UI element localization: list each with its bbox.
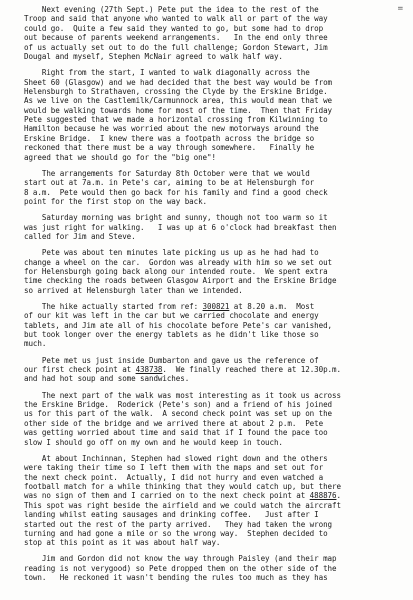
text-line: Pete suggested that we made a horizontal crossing from Kilwinning to xyxy=(24,115,328,125)
text-line: Pete was about ten minutes late picking us up as he had had to xyxy=(24,248,319,258)
text-line: so arrived at Helensburgh later than we intended. xyxy=(24,285,243,295)
text-line: reckoned that there must be a way through somewhere. Finally he xyxy=(24,143,315,153)
text-line: much. xyxy=(24,339,47,349)
paragraph xyxy=(24,302,406,349)
text-line: us for this part of the walk. A second check point was set up on the xyxy=(24,409,332,419)
text-line: Dougal and myself, Stephen McNair agreed to walk half way. xyxy=(24,51,283,61)
text-line: agreed that we should go for the "big one"! xyxy=(24,152,216,162)
text-line: was no sign of them and I carried on to the next check point at 488876. xyxy=(24,491,341,501)
text-line: was just right for walking. I was up at 6 o'clock had breakfast then xyxy=(24,222,337,232)
paragraph xyxy=(24,356,406,384)
text-line: and had hot soup and some sandwiches. xyxy=(24,374,190,384)
text-line: Saturday morning was bright and sunny, though not too warm so it xyxy=(24,213,328,223)
text-line: turning and had gone a mile or so the wrong way. Stephen decided to xyxy=(24,528,328,538)
text-line: Hamilton because he was worried about the new motorways around the xyxy=(24,124,319,134)
corner-mark: = xyxy=(397,4,403,14)
text-line: tablets, and Jim ate all of his chocolate before Pete's car vanished, xyxy=(24,320,332,330)
text-line: started out the rest of the party arrived. They had taken the wrong xyxy=(24,519,332,529)
text-line: Troop and said that anyone who wanted to walk all or part of the way xyxy=(24,14,328,24)
text-line: This spot was right beside the airfield and we could watch the aircraft xyxy=(24,500,341,510)
grid-reference: 438738 xyxy=(135,365,163,375)
text-line: At about Inchinnan, Stephen had slowed right down and the others xyxy=(24,453,328,463)
text-line: Sheet 60 (Glasgow) and we had decided that the best way would be from xyxy=(24,77,332,87)
grid-reference: 488876 xyxy=(309,491,337,501)
paragraph xyxy=(24,213,406,241)
text-line: town. He reckoned it wasn't bending the rules too much as they has xyxy=(24,573,328,583)
text-line: our first check point at 438738. We finally reached there at 12.30p.m. xyxy=(24,365,341,375)
text-line: of our kit was left in the car but we carried chocolate and energy xyxy=(24,311,319,321)
paragraph xyxy=(24,248,406,295)
text-line: stop at this point as it was about half way. xyxy=(24,538,221,548)
paragraph xyxy=(24,169,406,207)
text-line: Jim and Gordon did not know the way through Paisley (and their map xyxy=(24,554,337,564)
text-line: Helensburgh to Strathaven, crossing the Clyde by the Erskine Bridge. xyxy=(24,86,328,96)
text-line: landing whilst eating sausages and drinking coffee. Just after I xyxy=(24,510,319,520)
paragraph xyxy=(24,5,406,61)
paragraph xyxy=(24,554,406,582)
text-line: could go. Quite a few said they wanted to go, but some had to drop xyxy=(24,23,324,33)
text-line: were taking their time so I left them with the maps and set out for xyxy=(24,463,324,473)
text-line: time checking the roads between Glasgow Airport and the Erskine Bridge xyxy=(24,276,337,286)
text-line: change a wheel on the car. Gordon was already with him so we set out xyxy=(24,257,332,267)
text-line: the next check point. Actually, I did not hurry and even watched a xyxy=(24,472,324,482)
text-line: The arrangements for Saturday 8th October were that we would xyxy=(24,168,310,178)
text-line: but took longer over the energy tablets as he didn't like those so xyxy=(24,330,319,340)
text-line: point for the first stop on the way back. xyxy=(24,197,208,207)
grid-reference: 300821 xyxy=(202,301,230,311)
text-line: Right from the start, I wanted to walk diagonally across the xyxy=(24,68,310,78)
text-line: would be walking towards home for most of the time. Then that Friday xyxy=(24,105,332,115)
text-line: slow I should go off on my own and he would keep in touch. xyxy=(24,437,283,447)
text-line: Erskine Bridge. I knew there was a footpath across the bridge so xyxy=(24,133,315,143)
text-line: start out at 7a.m. in Pete's car, aiming to be at Helensburgh for xyxy=(24,178,315,188)
text-line: 8 a.m. Pete would then go back for his family and find a good check xyxy=(24,187,328,197)
text-line: called for Jim and Steve. xyxy=(24,231,136,241)
text-line: of us actually set out to do the full challenge; Gordon Stewart, Jim xyxy=(24,42,328,52)
text-line: Pete met us just inside Dumbarton and gave us the reference of xyxy=(24,355,319,365)
typed-text-body xyxy=(24,5,406,589)
text-line: the Erskine Bridge. Roderick (Pete's son) and a friend of his joined xyxy=(24,400,332,410)
text-line: other side of the bridge and we arrived there at about 2 p.m. Pete xyxy=(24,418,324,428)
text-line: out because of parents weekend arrangements. In the end only three xyxy=(24,33,328,43)
text-line: Next evening (27th Sept.) Pete put the idea to the rest of the xyxy=(24,5,319,14)
text-line: The hike actually started from ref: 300821 at 8.20 a.m. Most xyxy=(24,301,315,311)
paragraph xyxy=(24,454,406,548)
text-line: The next part of the walk was most interesting as it took us across xyxy=(24,390,341,400)
text-line: As we live on the Castlemilk/Carmunnock area, this would mean that we xyxy=(24,96,332,106)
text-line: was getting worried about time and said that if I found the pace too xyxy=(24,428,328,438)
text-line: reading is not verygood) so Pete dropped them on the other side of the xyxy=(24,563,337,573)
text-line: for Helensburgh going back along our intended route. We spent extra xyxy=(24,266,328,276)
paragraph xyxy=(24,68,406,162)
text-line: football match for a while thinking that they would catch up, but there xyxy=(24,481,341,491)
paragraph xyxy=(24,391,406,447)
